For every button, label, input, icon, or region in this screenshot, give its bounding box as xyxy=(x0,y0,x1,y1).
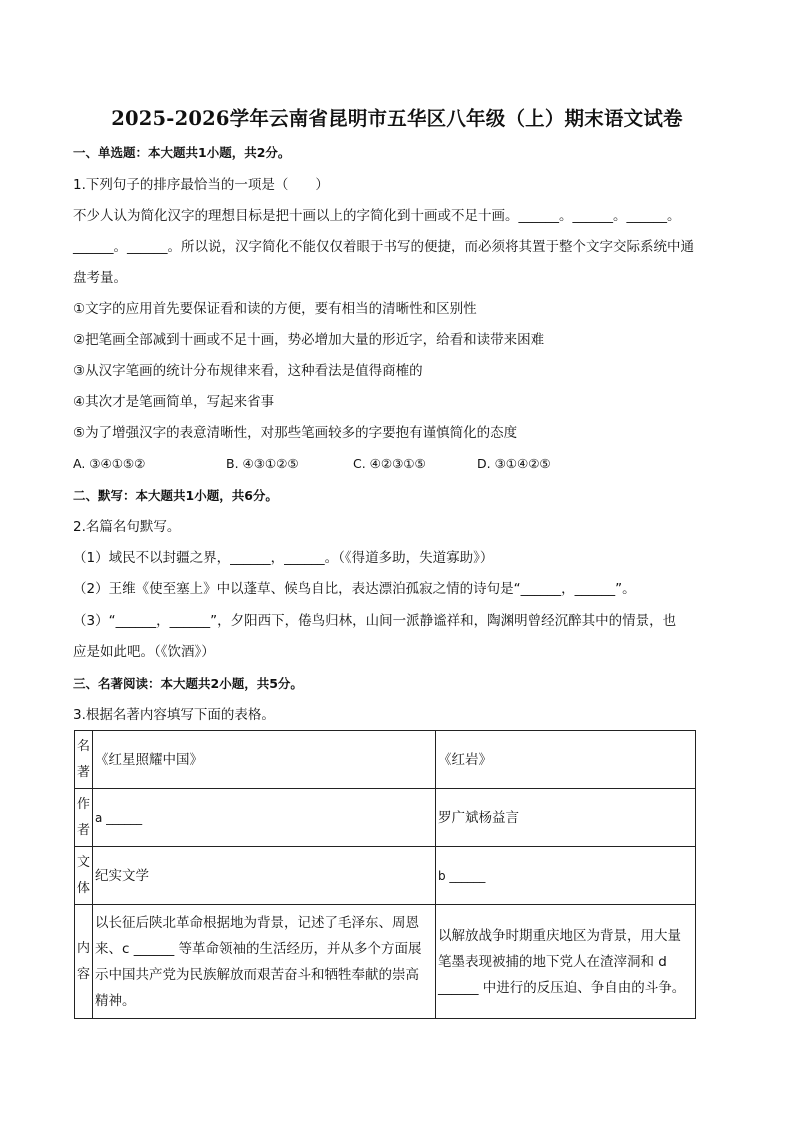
content-line: 精神。 xyxy=(95,992,136,1009)
option-a[interactable]: A. ③④①⑤② xyxy=(73,456,146,471)
section-heading-1: 一、单选题：本大题共1小题，共2分。 xyxy=(73,145,291,160)
section-heading-2: 二、默写：本大题共1小题，共6分。 xyxy=(73,488,278,503)
question-2-part-3-cont: 应是如此吧。（《饮酒》） xyxy=(73,644,215,660)
question-1-passage-line: 不少人认为简化汉字的理想目标是把十画以上的字简化到十画或不足十画。______。______。______。 xyxy=(73,208,681,224)
question-2-stem: 2.名篇名句默写。 xyxy=(73,519,181,535)
question-2-part-1: （1）域民不以封疆之界，______，______。（《得道多助，失道寡助》） xyxy=(73,550,494,566)
content-line: 以解放战争时期重庆地区为背景，用大量 xyxy=(438,927,681,944)
content-line-blank-d[interactable]: ______ 中进行的反压迫、争自由的斗争。 xyxy=(438,979,686,996)
table-cell: 罗广斌杨益言 xyxy=(436,789,696,847)
option-b[interactable]: B. ④③①②⑤ xyxy=(226,456,299,471)
question-2-part-2: （2）王维《使至塞上》中以蓬草、候鸟自比，表达漂泊孤寂之情的诗句是“______，______”。 xyxy=(73,581,636,597)
option-d[interactable]: D. ③①④②⑤ xyxy=(477,456,551,471)
content-cell xyxy=(93,905,436,1019)
table-row xyxy=(75,789,696,847)
question-1-item: ②把笔画全部减到十画或不足十画，势必增加大量的形近字，给看和读带来困难 xyxy=(73,332,545,348)
content-line: 笔墨表现被捕的地下党人在渣滓洞和 d xyxy=(438,953,667,970)
content-line: 以长征后陕北革命根据地为背景，记述了毛泽东、周恩 xyxy=(95,914,419,931)
question-1-passage-line: 盘考量。 xyxy=(73,270,127,286)
answer-blank-b[interactable]: b ______ xyxy=(436,847,696,905)
question-3-stem: 3.根据名著内容填写下面的表格。 xyxy=(73,707,275,723)
content-line-blank-c[interactable]: 来、c ______ 等革命领袖的生活经历，并从多个方面展 xyxy=(95,940,422,957)
option-c[interactable]: C. ④②③①⑤ xyxy=(353,456,426,471)
table-cell: 纪实文学 xyxy=(93,847,436,905)
content-line: 示中国共产党为民族解放而艰苦奋斗和牺牲奉献的崇高 xyxy=(95,966,419,983)
row-header: 文 体 xyxy=(75,847,93,905)
answer-blank-a[interactable]: a ______ xyxy=(93,789,436,847)
question-1-item: ③从汉字笔画的统计分布规律来看，这种看法是值得商榷的 xyxy=(73,363,423,379)
question-1-item: ①文字的应用首先要保证看和读的方便，要有相当的清晰性和区别性 xyxy=(73,301,477,317)
table-cell: 《红星照耀中国》 xyxy=(93,731,436,789)
question-1-stem: 1.下列句子的排序最恰当的一项是（ ） xyxy=(73,177,329,193)
classics-table xyxy=(74,730,696,1019)
question-1-item: ⑤为了增强汉字的表意清晰性，对那些笔画较多的字要抱有谨慎简化的态度 xyxy=(73,425,518,441)
question-1-passage-line: ______。______。所以说，汉字简化不能仅仅着眼于书写的便捷，而必须将其置于整个文字交际系统中通 xyxy=(73,239,694,255)
table-cell: 《红岩》 xyxy=(436,731,696,789)
row-header: 内 容 xyxy=(75,905,93,1019)
table-row xyxy=(75,731,696,789)
content-cell xyxy=(436,905,696,1019)
question-2-part-3: （3）“______，______”，夕阳西下，倦鸟归林，山间一派静谧祥和，陶渊明曾经沉醉其中的情景，也 xyxy=(73,613,677,629)
table-row xyxy=(75,847,696,905)
page-title: 2025-2026学年云南省昆明市五华区八年级（上）期末语文试卷 xyxy=(111,107,683,130)
row-header: 作 者 xyxy=(75,789,93,847)
row-header: 名 著 xyxy=(75,731,93,789)
table-row xyxy=(75,905,696,1019)
question-1-options xyxy=(73,454,551,474)
question-1-item: ④其次才是笔画简单，写起来省事 xyxy=(73,394,275,410)
section-heading-3: 三、名著阅读：本大题共2小题，共5分。 xyxy=(73,676,303,691)
